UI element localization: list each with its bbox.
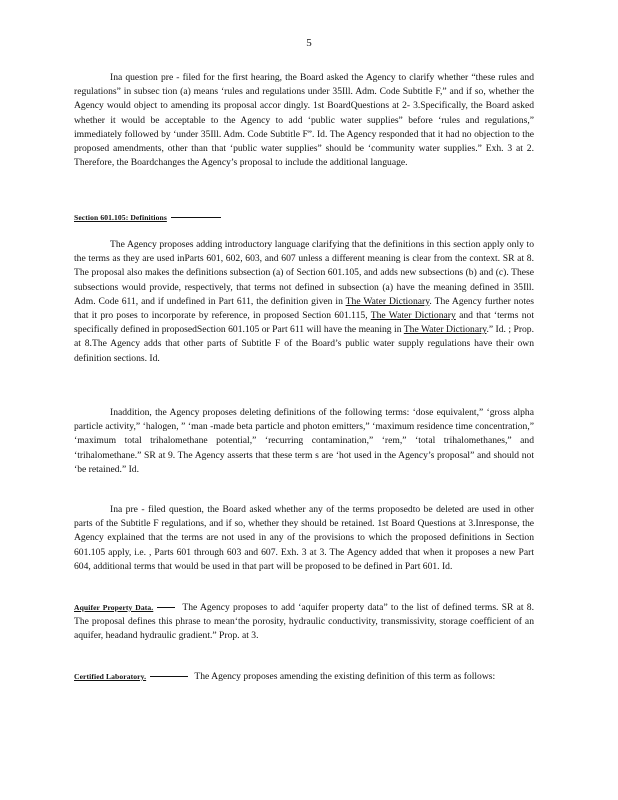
paragraph-definitions-scope xyxy=(74,238,534,366)
paragraph-text: Inaddition, the Agency proposes deleting definitions of the following terms: ‘dose equivalent,” ‘gross alpha particle activity,” ‘halogen, ” ‘man -made beta particle and photon emitters,” ‘maximum residence time concentration,” ‘maximum total trihalomethane potential,” ‘recurring contamination,” ‘rem,” ‘total trihalomethanes,” and ‘trihalomethane.” SR at 9. The Agency asserts that these term s are ‘hot used in the Agency’s proposal” and should not ‘be retained.” Id. xyxy=(74,407,534,475)
paragraph-prefiled-question xyxy=(74,503,534,574)
paragraph-deleted-terms xyxy=(74,406,534,477)
citation-water-dictionary: The Water Dictionary xyxy=(370,310,456,322)
heading-rule xyxy=(150,676,188,677)
paragraph-certified-laboratory xyxy=(74,670,534,684)
page-number: 5 xyxy=(306,37,312,49)
paragraph-text: Ina question pre - filed for the first hearing, the Board asked the Agency to clarify whether “these rules and regulations” in subsec tion (a) means ‘rules and regulations under 35Ill. Adm. Code Subtitle F,” and if so, whether the Agency would object to amending its proposal accor dingly. 1st BoardQuestions at 2- 3.Specifically, the Board asked whether it would be acceptable to the Agency to add ‘public water supplies” before ‘rules and regulations,” immediately followed by ‘under 35Ill. Adm. Code Subtitle F”. Id. The Agency responded that it had no objection to the proposed amendments, other than that ‘public water supplies” should be ‘community water supplies.” Exh. 3 at 2. Therefore, the Boardchanges the Agency’s proposal to include the additional language. xyxy=(74,72,534,169)
term-heading: Certified Laboratory. xyxy=(74,672,147,681)
heading-rule xyxy=(171,217,221,218)
paragraph-text: Certified Laboratory. The Agency proposes amending the existing definition of this term as follows: xyxy=(74,671,496,682)
paragraph-text: Ina pre - filed question, the Board asked whether any of the terms proposedto be deleted are used in other parts of the Subtitle F regulations, and if so, whether they should be retained. 1st Board Questions at 3.Inresponse, the Agency explained that the terms are not used in any of the provisions to which the proposed definitions in Section 601.105 apply, i.e. , Parts 601 through 603 and 607. Exh. 3 at 3. The Agency added that when it proposes a new Part 604, additional terms that would be used in that part will be proposed to be defined in Part 601. Id. xyxy=(74,504,534,572)
paragraph-text: Aquifer Property Data. The Agency proposes to add ‘aquifer property data” to the list of defined terms. SR at 8. The proposal defines this phrase to mean‘the porosity, hydraulic conductivity, transmissivity, storage coefficient of an aquifer, headand hydraulic gradient.” Prop. at 3. xyxy=(74,602,534,642)
paragraph-aquifer-property-data xyxy=(74,601,534,644)
term-heading: Aquifer Property Data. xyxy=(74,603,154,612)
heading-rule xyxy=(157,607,175,608)
citation-water-dictionary: The Water Dictionary xyxy=(345,295,430,307)
paragraph-first-hearing xyxy=(74,71,534,170)
section-heading: Section 601.105: Definitions xyxy=(74,213,167,222)
paragraph-text: The Agency proposes adding introductory language clarifying that the definitions in this section apply only to the terms as they are used inParts 601, 602, 603, and 607 unless a different meaning is clear from the context. SR at 8. The proposal also makes the definitions subsection (a) of Section 601.105, and adds new subsections (b) and (c). These subsections would provide, respectively, that terms not defined in subsection (a) have the meaning defined in 35Ill. Adm. Code 611, and if undefined in Part 611, the definition given in The Water Dictionary. The Agency further notes that it pro poses to incorporate by reference, in proposed Section 601.115, The Water Dictionary and that ‘terms not specifically defined in proposedSection 601.105 or Part 611 will have the meaning in The Water Dictionary.” Id. ; Prop. at 8.The Agency adds that other parts of Subtitle F of the Board’s public water supply regulations have their own definition sections. Id. xyxy=(74,239,535,364)
section-heading-block xyxy=(74,211,534,225)
citation-water-dictionary: The Water Dictionary xyxy=(403,324,487,336)
